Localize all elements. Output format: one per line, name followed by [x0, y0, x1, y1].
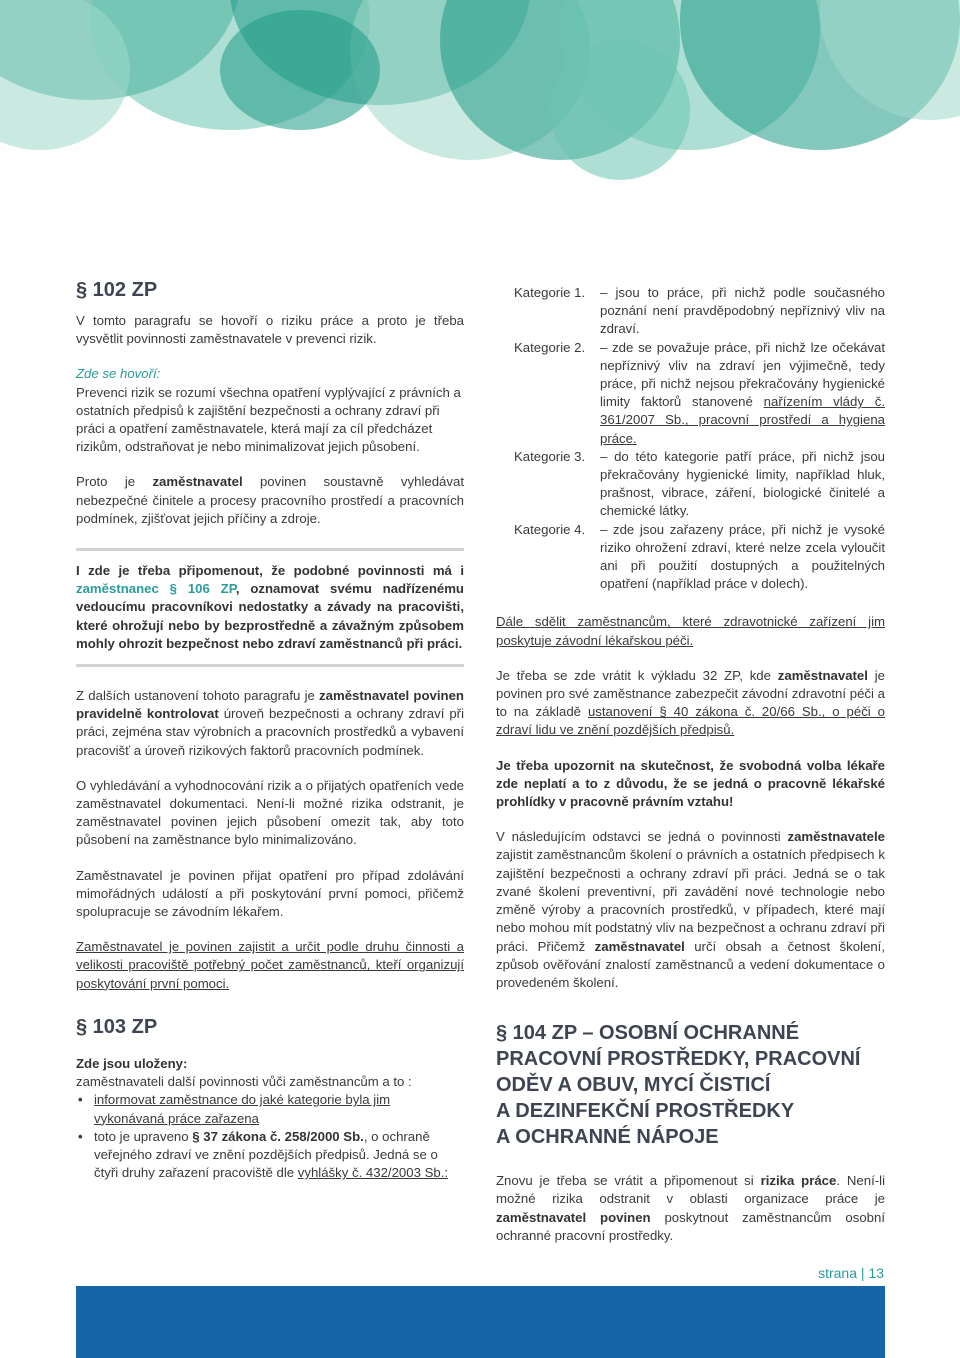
left-column: [76, 278, 464, 1182]
section-104-title: § 104 ZP – OSOBNÍ OCHRANNÉ PRACOVNÍ PROSTŘEDKY, PRACOVNÍ ODĚV A OBUV, MYCÍ ČISTICÍ A DEZINFEKČNÍ PROSTŘEDKY A OCHRANNÉ NÁPOJE: [496, 1022, 861, 1149]
footer-bar: [76, 1286, 885, 1358]
training-paragraph: V následujícím odstavci se jedná o povinnosti zaměstnavatele zajistit zaměstnancům školení o právních a ostatních předpisech k zajištění bezpečnosti a ochrany zdraví při práci. Jedná se o tak zvané školení preventivní, při zavádění nové technologie nebo změně výroby a pracovních prostředků, v případech, které mají nebo mohou mít podstatný vliv na bezpečnost a ochranu zdraví při práci. Přičemž zaměstnavatel určí obsah a četnost školení, způsob ověřování znalostí zaměstnanců a vedení dokumentace o provedeném školení.: [496, 829, 885, 990]
control-paragraph: Z dalších ustanovení tohoto paragrafu je zaměstnavatel povinen pravidelně kontrolovat úroveň bezpečnosti a ochrany zdraví při práci, zejména stav výrobních a pracovních prostředků a vybavení pracovišť a úroveň rizikových faktorů pracovních podmínek.: [76, 688, 464, 758]
category-3: Kategorie 3. – do této kategorie patří práce, při nichž jsou překračovány hygienické limity, například hluk, prašnost, vibrace, záření, biologické činitelé a chemické látky.: [514, 448, 885, 519]
free-choice-note: Je třeba upozornit na skutečnost, že svobodná volba lékaře zde neplatí a to z důvodu, že se jedná o pracovně lékařské prohlídky v pracovně právním vztahu!: [496, 757, 885, 810]
section-103-title: § 103 ZP: [76, 1015, 158, 1038]
first-aid-paragraph: Zaměstnavatel je povinen zajistit a určit podle druhu činnosti a velikosti pracoviště potřebný počet zaměstnanců, kteří organizují poskytování první pomoci.: [76, 939, 464, 991]
intro-text: V tomto paragrafu se hovoří o riziku práce a proto je třeba vysvětlit povinnosti zaměstnavatele v prevenci rizik.: [76, 313, 464, 347]
category-1: Kategorie 1. – jsou to práce, při nichž podle současného poznání není pravděpodobný nepříznivý vliv na zdraví.: [514, 285, 885, 337]
list-item: • toto je upraveno § 37 zákona č. 258/2000 Sb., o ochraně veřejného zdraví ve znění pozdějších předpisů. Jedná se o čtyři druhy zařazení pracoviště dle vyhlášky č. 432/2003 Sb.:: [76, 1128, 464, 1183]
right-column: [496, 284, 885, 1245]
stored-text: zaměstnavateli další povinnosti vůči zaměstnancům a to :: [76, 1074, 412, 1090]
category-2: Kategorie 2. – zde se považuje práce, při nichž lze očekávat nepříznivý vliv na zdraví jen výjimečně, tedy práce, při nichž nejsou překračovány hygienické limity faktorů stanovené nařízením vlády č. 361/2007 Sb., pracovní prostředí a hygiena práce.: [514, 339, 885, 446]
section-102-title: § 102 ZP: [76, 279, 158, 301]
page-number: strana | 13: [818, 1265, 884, 1281]
prevention-text: Prevenci rizik se rozumí všechna opatření vyplývající z právních a ostatních předpisů k zajištění bezpečnosti a ochrany zdraví při práci a opatření zaměstnavatele, která mají za cíl předcházet rizikům, odstraňovat je nebo minimalizovat jejich působení.: [76, 384, 461, 455]
employee-duty-box: I zde je třeba připomenout, že podobné povinnosti má i zaměstnanec § 106 ZP, oznamovat svému nadřízenému vedoucímu pracovníkovi nedostatky a závady na pracovišti, které ohrožují nebo by bezprostředně a závažným způsobem mohly ohrozit bezpečnost nebo zdraví zaměstnanců při práci.: [76, 563, 464, 651]
proto-paragraph: Proto je zaměstnavatel povinen soustavně vyhledávat nebezpečné činitele a procesy pracovního prostředí a pracovních podmínek, zjišťovat jejich příčiny a zdroje.: [76, 474, 464, 526]
duties-list: [76, 1091, 464, 1182]
speak-label: Zde se hovoří:: [76, 366, 161, 382]
category-4: Kategorie 4. – zde jsou zařazeny práce, při nichž je vysoké riziko ohrožení zdraví, které nelze zcela vyloučit ani při použití dostupných a použitelných opatření (například práce v dolech).: [514, 521, 885, 592]
medical-care-paragraph: Dále sdělit zaměstnancům, které zdravotnické zařízení jim poskytuje závodní lékařskou péči.: [496, 614, 885, 648]
decorative-leaf-header: [0, 0, 960, 200]
protective-equipment-paragraph: Znovu je třeba se vrátit a připomenout si rizika práce. Není-li možné rizika odstranit v oblasti organizace práce je zaměstnavatel povinen poskytnout zaměstnancům osobní ochranné pracovní prostředky.: [496, 1173, 885, 1243]
stored-label: Zde jsou uloženy:: [76, 1055, 188, 1071]
list-item: • informovat zaměstnance do jaké kategorie byla jim vykonávaná práce zařazena: [76, 1091, 464, 1127]
occupational-care-paragraph: Je třeba se zde vrátit k výkladu 32 ZP, kde zaměstnavatel je povinen pro své zaměstnance zabezpečit závodní zdravotní péči a to na základě ustanovení § 40 zákona č. 20/66 Sb., o péči o zdraví lidu ve znění pozdějších předpisů.: [496, 667, 885, 738]
documentation-paragraph: O vyhledávání a vyhodnocování rizik a o přijatých opatřeních vede zaměstnavatel dokumentaci. Není-li možné rizika odstranit, je zaměstnavatel povinen jejich působení omezit tak, aby toto působení na zaměstnance bylo minimalizováno.: [76, 777, 464, 848]
emergency-paragraph: Zaměstnavatel je povinen přijat opatření pro případ zdolávání mimořádných událostí a při poskytování první pomoci, přičemž spolupracuje se závodním lékařem.: [76, 867, 464, 920]
